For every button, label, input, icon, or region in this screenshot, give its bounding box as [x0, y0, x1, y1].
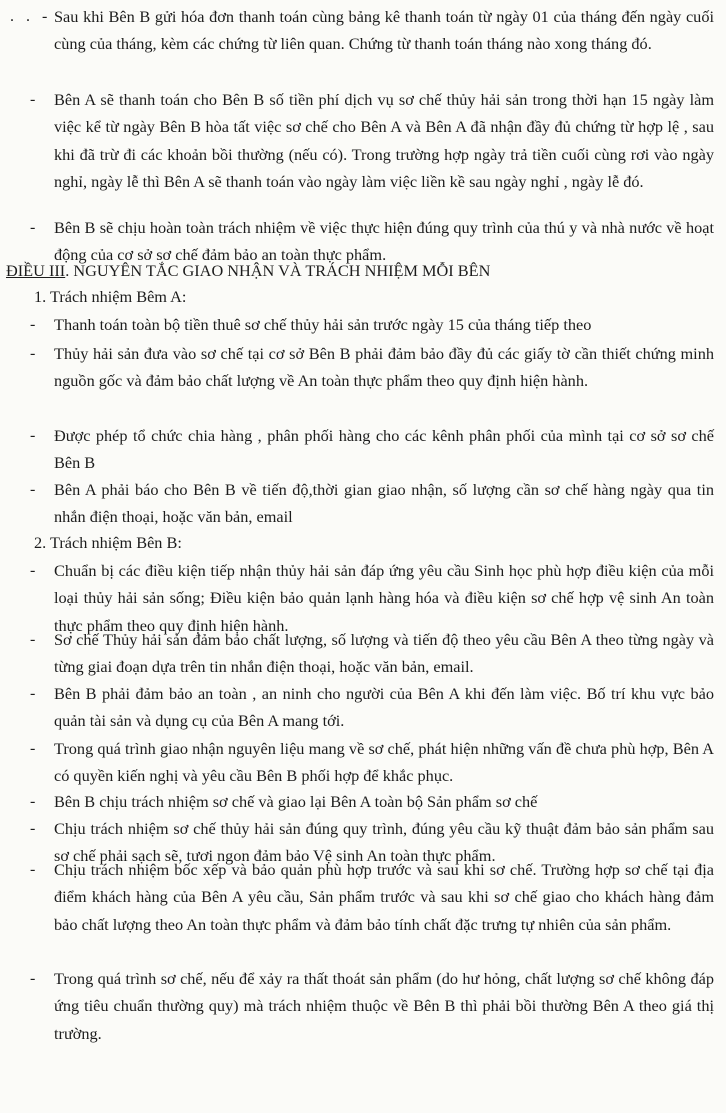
- bullet-dash: -: [30, 793, 36, 810]
- bullet-dash: -: [30, 631, 36, 648]
- paragraph-text: Trong quá trình sơ chế, nếu để xảy ra thất thoát sản phẩm (do hư hỏng, chất lượng sơ chế không đáp ứng tiêu chuẩn thường quy) mà trách nhiệm thuộc về Bên B thì phải bồi thường Bên A theo giá thị trường.: [54, 969, 714, 1043]
- paragraph-text: Sơ chế Thủy hải sản đảm bảo chất lượng, số lượng và tiến độ theo yêu cầu Bên A theo từng ngày và từng giai đoạn dựa trên tin nhắn điện thoại, hoặc văn bản, email.: [54, 630, 714, 677]
- paragraph-text: Trong quá trình giao nhận nguyên liệu mang về sơ chế, phát hiện những vấn đề chưa phù hợp, Bên A có quyền kiến nghị và yêu cầu Bên B phối hợp để khắc phục.: [54, 739, 714, 786]
- paragraph-text: Sau khi Bên B gửi hóa đơn thanh toán cùng bảng kê thanh toán từ ngày 01 của tháng đến ngày cuối cùng của tháng, kèm các chứng từ liên quan. Chứng từ thanh toán tháng nào xong tháng đó.: [54, 7, 714, 54]
- bullet-dash: -: [30, 427, 36, 444]
- section-title: . NGUYÊN TẮC GIAO NHẬN VÀ TRÁCH NHIỆM MỖI BÊN: [65, 261, 491, 280]
- bullet-dash: -: [30, 685, 36, 702]
- bullet-dash: -: [30, 345, 36, 362]
- bullet-dash: -: [30, 861, 36, 878]
- bullet-dash: -: [30, 562, 36, 579]
- paragraph-text: Thủy hải sản đưa vào sơ chế tại cơ sở Bên B phải đảm bảo đầy đủ các giấy tờ cần thiết chứng minh nguồn gốc và đảm bảo chất lượng về An toàn thực phẩm theo quy định hiện hành.: [54, 344, 714, 391]
- paragraph-text: Bên A sẽ thanh toán cho Bên B số tiền phí dịch vụ sơ chế thủy hải sản trong thời hạn 15 ngày làm việc kể từ ngày Bên B hòa tất việc sơ chế cho Bên A và Bên A đã nhận đầy đủ chứng từ hợp lệ , sau khi đã trừ đi các khoản bồi thường (nếu có). Trong trường hợp ngày trả tiền cuối cùng rơi vào ngày nghỉ, ngày lễ thì Bên A sẽ thanh toán vào ngày làm việc liền kề sau ngày nghỉ , ngày lễ đó.: [54, 90, 714, 191]
- section-number: ĐIỀU III: [6, 261, 66, 280]
- section-heading: [6, 258, 718, 284]
- bullet-dash: -: [30, 740, 36, 757]
- bullet-dash: -: [30, 820, 36, 837]
- paragraph-text: Bên B sẽ chịu hoàn toàn trách nhiệm về việc thực hiện đúng quy trình của thú y và nhà nước về hoạt động của cơ sở sơ chế đảm bảo an toàn thực phẩm.: [54, 218, 714, 265]
- bullet-dash: -: [30, 970, 36, 987]
- paragraph-text: Chuẩn bị các điều kiện tiếp nhận thủy hải sản đáp ứng yêu cầu Sinh học phù hợp điều kiện của mỗi loại thủy hải sản sống; Điều kiện bảo quản lạnh hàng hóa và điều kiện sơ chế hợp vệ sinh An toàn thực phẩm theo quy định hiện hành.: [54, 561, 714, 635]
- paragraph-text: Được phép tổ chức chia hàng , phân phối hàng cho các kênh phân phối của mình tại cơ sở sơ chế Bên B: [54, 426, 714, 473]
- bullet-mark: . . -: [10, 8, 52, 25]
- bullet-dash: -: [30, 481, 36, 498]
- paragraph-text: Chịu trách nhiệm sơ chế thủy hải sản đúng quy trình, đúng yêu cầu kỹ thuật đảm bảo sản phẩm sau sơ chế phải sạch sẽ, tươi ngon đảm bảo Vệ sinh An toàn thực phẩm.: [54, 819, 714, 866]
- party-b-heading: 2. Trách nhiệm Bên B:: [34, 533, 182, 552]
- paragraph-text: Chịu trách nhiệm bốc xếp và bảo quản phù hợp trước và sau khi sơ chế. Trường hợp sơ chế tại địa điểm khách hàng của Bên A yêu cầu, Sản phẩm trước và sau khi sơ chế giao cho khách hàng đảm bảo chất lượng theo An toàn thực phẩm và đảm bảo tính chất đặc trưng tự nhiên của sản phẩm.: [54, 860, 714, 934]
- paragraph-text: Bên B chịu trách nhiệm sơ chế và giao lại Bên A toàn bộ Sản phẩm sơ chế: [54, 792, 538, 811]
- paragraph-text: Bên A phải báo cho Bên B về tiến độ,thời gian giao nhận, số lượng cần sơ chế hàng ngày qua tin nhắn điện thoại, hoặc văn bản, email: [54, 480, 714, 527]
- party-a-heading: 1. Trách nhiệm Bêm A:: [34, 287, 187, 306]
- paragraph-text: Thanh toán toàn bộ tiền thuê sơ chế thủy hải sản trước ngày 15 của tháng tiếp theo: [54, 315, 592, 334]
- bullet-dash: -: [30, 219, 36, 236]
- bullet-dash: -: [30, 91, 36, 108]
- bullet-dash: -: [30, 316, 36, 333]
- paragraph-text: Bên B phải đảm bảo an toàn , an ninh cho người của Bên A khi đến làm việc. Bố trí khu vực bảo quản tài sản và dụng cụ của Bên A mang tới.: [54, 684, 714, 731]
